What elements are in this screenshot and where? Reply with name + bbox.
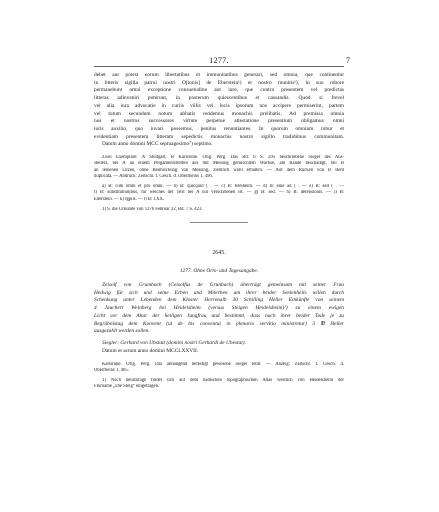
sealer-line: Siegler: Gerhard von Ubstatt (domini nostri Gerhardi de Ubestat).: [102, 340, 246, 346]
footnote-line: Flurname „Die Steig“ eingetragen.: [94, 384, 160, 390]
note-line: Oberrheins 1, 405.: [94, 368, 129, 374]
summary-line: Hedwig für sich und seine Erben und Miterben um ihrer beider Seelenheils willen durch: [94, 289, 344, 296]
summary-line: Begräbnistag dem Konvent (ut de bis conventui in plenario servitio ministretur) 3 ℔ Heller: [94, 320, 344, 327]
note-line: stellers, bei A an einem Pergamentstreifen aus mit Messing gemischtem Wachse, am Rande beschädigt, bei B: [94, 161, 344, 167]
note-line: an leinenen Litzen, ohne Beimischung von Messing, ziemlich wohl erhalten. — Auf dem Rücken von B steht: [94, 167, 344, 173]
text-line: permanebunt omni exceptione consuetudine aut iure, que contra presentem vel predictas: [94, 87, 344, 94]
text-line: vel alia iura advocatie in curiis villis vel locis ipsorum nos accipere permiserint, partem: [94, 102, 344, 109]
summary-line: ausgezahlt werden sollen.: [94, 328, 150, 335]
note-line: Karlsruhe. Orig. Perg. Das abhangend befestigt gewesene Siegel fehlt. — Anzeig: Zeitschr. f. Gesch. d.: [102, 362, 344, 367]
charter-number: [94, 250, 344, 258]
summary-line: Licht vor dem Altar der heiligen Jungfrau und bestimmt, dass nach ihrer beider Tode je zu: [94, 312, 344, 319]
summary-line: Schenkung unter Lebenden dem Kloster Herrenalb 30 Schilling Heller Einkünfte von seinem: [94, 297, 344, 304]
archival-notes-2: [94, 362, 344, 375]
sealer-and-dating: [94, 340, 344, 355]
section-separator: [190, 222, 248, 223]
variant-line: a) B: cum omni et pro omni. — b) B: quicquid ( . — c) B: Breiheim. — d) B: eine ad ( . — e) B: sed ( . —: [102, 184, 344, 189]
variant-line: f) B: substitutionibus, für welches der Text bei A nur verschrieben ist. — g) B: sed. — h) B: defensionis. — i) B:: [94, 190, 344, 196]
footnote-line: 1) S. die Urkunde von 1276 Februar 22, Bd. 7 S. 423.: [102, 207, 203, 212]
text-line: iuris auxilio, quo iuvari possemus, penitus renuntiantes. In quorum omnium robur et: [94, 125, 344, 132]
archival-notes: [94, 155, 344, 180]
summary-line: 4 Jauchert Weinberg bei Heidelsheim (versus Steigen Heidelsheim)¹) zu einem ewigen: [94, 305, 344, 312]
header-year: 1277.: [209, 56, 229, 65]
header-rule: [94, 66, 344, 67]
variant-line: Eberstein. — k) rgpils. — l) B: I.XX.: [94, 196, 165, 202]
summary-line: Zeisolf von Grumbach (Ceisolfus de Grunbach) überträgt gemeinsam mit seiner Frau: [102, 282, 344, 288]
charter-heading: [94, 268, 344, 276]
running-header: [94, 56, 350, 68]
document-number: 2645.: [212, 250, 226, 256]
footnote-line: 1) Noch heutzutage findet sich auf dem badischen topographischen Atlas westlich von Heidelsheim der: [102, 378, 344, 383]
footnote: [94, 207, 344, 213]
note-line: Zwei Exemplare: A Stuttgart, B Karlsruhe. Orig. Perg. Das Bd. 6 S. 295 beschriebene Siegel des Aus-: [102, 155, 344, 160]
text-line: in litteris sigilla patrui nostri O[tonis] de Eberstein¹) et nostro munitis¹), in suo robore: [94, 79, 344, 86]
text-line: vel totum secundum notum abbatis reddemus monachis prelibatis. Ad premissa omnia: [94, 110, 344, 117]
note-line: duplicata. — Abdruck: Zeitschr. f. Gesch. d. Oberrheins 1, 496.: [94, 173, 213, 179]
text-line: evidentiam presentem litteram sepedictis monachis nostro sigillo tradidimus communitam.: [94, 133, 344, 140]
text-line: nos et nostros successores virtute perpetue attestatione presentium obligamus omni: [94, 118, 344, 125]
page-number: 7: [346, 56, 350, 65]
text-line: debet aut potest eorum libertatibus et immunitatibus generari, sed omnia, que continentur: [94, 72, 344, 78]
dating-line: Datum anno domini MCC septuagesimo⁷) septimo.: [102, 141, 213, 148]
footnote-2: [94, 378, 344, 391]
variant-readings: [94, 184, 344, 203]
charter-text-continued: [94, 72, 344, 149]
dating-line: Datum et actum anno domini MCCLXXVII.: [102, 347, 199, 354]
date-heading: 1277. Ohne Orts- und Tagesangabe.: [179, 268, 259, 274]
charter-summary: [94, 282, 344, 336]
text-line: litteras adinveniri poterunt, in posterum quiescentibus et cassandis. Quod si frevel: [94, 95, 344, 102]
